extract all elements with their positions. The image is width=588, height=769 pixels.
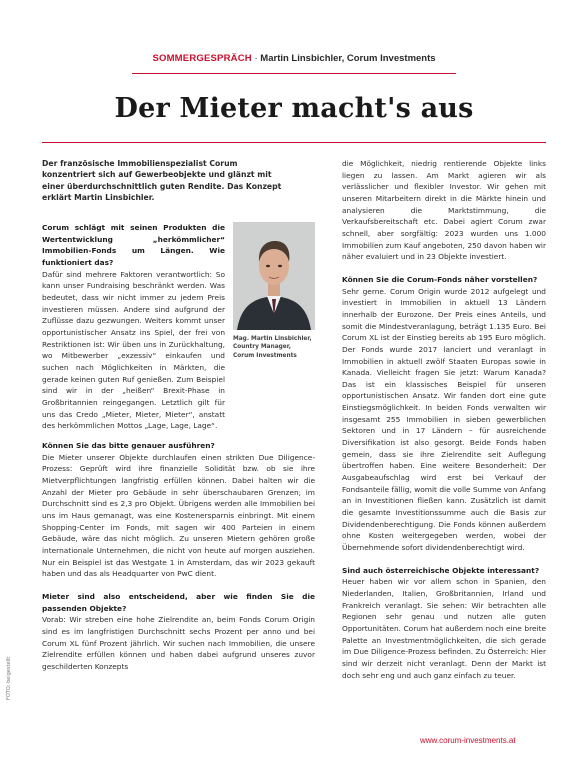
question-2: Können Sie das bitte genauer ausführen? <box>42 441 215 450</box>
kicker-label: SOMMERGESPRÄCH <box>152 53 252 64</box>
left-column-top <box>42 222 225 432</box>
question-3: Mieter sind also entscheidend, aber wie finden Sie die passenden Objekte? <box>42 591 315 613</box>
headline-divider <box>42 142 546 143</box>
caption-line-2: Country Manager, <box>233 344 291 351</box>
answer-4: Sehr gerne. Corum Origin wurde 2012 aufgelegt und investiert in Immobilien in aktuell 13 Ländern innerhalb der Eurozone. Der Preis eines Anteils, und somit die Mindestveranlagung, beträgt 1.135 Euro. Bei Corum XL ist der Einstieg bereits ab 195 Euro möglich. Der Fonds wurde 2017 lanciert und veranlagt in Immobilien in aktuell zwölf Staaten Europas sowie in Kanada. Vielleicht fragen Sie jetzt: Warum Kanada? Das ist ein klassisches Beispiel für unseren opportunistischen Ansatz. Wir fanden dort eine gute Einstiegsmöglichkeit. In beiden Fonds verwalten wir insgesamt 255 Immobilien in sieben gewerblichen Sektoren und in 17 Ländern – für ausreichende Diversifikation ist also gesorgt. Beide Fonds haben gemein, dass sie ihre Zielrendite seit Auflegung übertroffen haben. Eine weitere Besonderheit: Der Ausgabeaufschlag wird erst bei Verkauf der Fondsanteile fällig, womit die volle Summe von Anfang an in Investitionen fließen kann. Zusätzlich ist damit die gesamte Investitionssumme auch die Basis zur Dividendenberechtigung. Die Fonds können außerdem ohne Kosten weitergegeben werden, wobei der Übernehmende sofort dividendenberechtigt wird. <box>342 286 546 552</box>
left-column <box>42 440 315 672</box>
portrait-photo <box>233 222 315 330</box>
page-title: Der Mieter macht's aus <box>114 93 474 124</box>
answer-1: Dafür sind mehrere Faktoren verantwortlich: So kann unser Fundraising beschränkt werden. Was bedeutet, dass wir nicht immer zu jedem Preis investieren müssen. Andere sind aufgrund der Zuflüsse dazu gezwungen. Weiters kommt unser opportunistischer Ansatz ins Spiel, der frei von Restriktionen ist: Wir üben uns in Zurückhaltung, wo Mitbewerber „exzessiv“ einkaufen und suchen nach Möglichkeiten in Märkten, die gerade keinen guten Ruf genießen. Zum Beispiel sind wir in der „heißen“ Brexit-Phase in Großbritannien reingegangen. Letztlich gilt für uns das Credo „Mieter, Mieter, Mieter“, anstatt des herkömmlichen Mottos „Lage, Lage, Lage“. <box>42 269 225 431</box>
portrait-image <box>233 222 315 330</box>
question-1: Corum schlägt mit seinen Produkten die Wertentwicklung „herkömmlicher“ Immobilien-Fonds um Längen. Wie funktioniert das? <box>42 223 225 267</box>
answer-3-continued: die Möglichkeit, niedrig rentierende Objekte links liegen zu lassen. Am Markt agieren wir als verlässlicher und flexibler Investor. Wir gehen mit unseren Mitarbeitern direkt in die Märkte hinein und analysieren die Marktstimmung, die Verkaufsbereitschaft etc. Dabei agiert Corum zwar schnell, aber sorgfältig: 2023 wurden uns 1.000 Immobilien zum Kauf angeboten, 250 davon haben wir näher evaluiert und in 23 Objekte investiert. <box>342 159 546 262</box>
question-5: Sind auch österreichische Objekte interessant? <box>342 565 540 575</box>
answer-3: Vorab: Wir streben eine hohe Zielrendite an, beim Fonds Corum Origin sind es im langfristigen Durchschnitt sechs Prozent per anno und bei Corum XL fünf Prozent jährlich. Wir suchen nach Immobilien, die unsere Zielrendite erfüllen können und haben dabei aufgrund unseres zuvor geschilderten Konzepts <box>42 615 315 671</box>
kicker-name: Martin Linsbichler, Corum Investments <box>260 53 436 64</box>
question-4: Können Sie die Corum-Fonds näher vorstellen? <box>342 274 538 284</box>
photo-caption <box>233 335 323 360</box>
caption-line-3: Corum Investments <box>233 352 297 359</box>
website-link[interactable]: www.corum-investments.at <box>420 736 516 745</box>
photo-credit: FOTO: beigestellt <box>6 656 12 700</box>
intro-lead: Der französische Immobilienspezialist Corum konzentriert sich auf Gewerbeobjekte und glänzt mit einer überdurchschnittlich guten Rendite. Das Konzept erklärt Martin Linsbichler. <box>42 159 282 203</box>
answer-5: Heuer haben wir vor allem schon in Spanien, den Niederlanden, Italien, Großbritannien, Irland und Frankreich veranlagt. Sie sehen: Wir betrachten alle Regionen sehr genau und nutzen alle guten Opportunitäten. Corum hat außerdem noch eine breite Palette an Investmentmöglichkeiten, die sich gerade im Due Diligence-Prozess befinden. Zu Österreich: Hier sind wir derzeit nicht veranlagt. Denn der Markt ist doch sehr eng und auch ganz einfach zu teuer. <box>342 577 546 680</box>
section-kicker <box>0 53 588 64</box>
kicker-separator: · <box>251 53 261 64</box>
answer-2: Die Mieter unserer Objekte durchlaufen einen strikten Due Diligence-Prozess: Geprüft wird ihre finanzielle Solidität bzw. ob sie ihre Mietverpflichtungen langfristig erfüllen können. Dabei halten wir die Anzahl der Mieter pro Gebäude in sehr überschaubaren Grenzen; im Durchschnitt sind es 2,3 pro Objekt. Übrigens werden alle Immobilien bei uns im Haus gemanagt, was eine Kostenersparnis einbringt. Mit einem Shopping-Center im Fonds, mit sagen wir 400 Parteien in einem Gebäude, wäre das nicht möglich. Zu unseren Mietern gehören große internationale Unternehmen, die nicht von heute auf morgen ausziehen. Nur ein Beispiel ist das Westgate 1 in Amsterdam, das wir 2023 gekauft haben und das als Headquarter von PwC dient. <box>42 452 315 579</box>
right-column <box>342 158 546 681</box>
caption-line-1: Mag. Martin Linsbichler, <box>233 336 312 342</box>
top-divider <box>132 73 456 74</box>
